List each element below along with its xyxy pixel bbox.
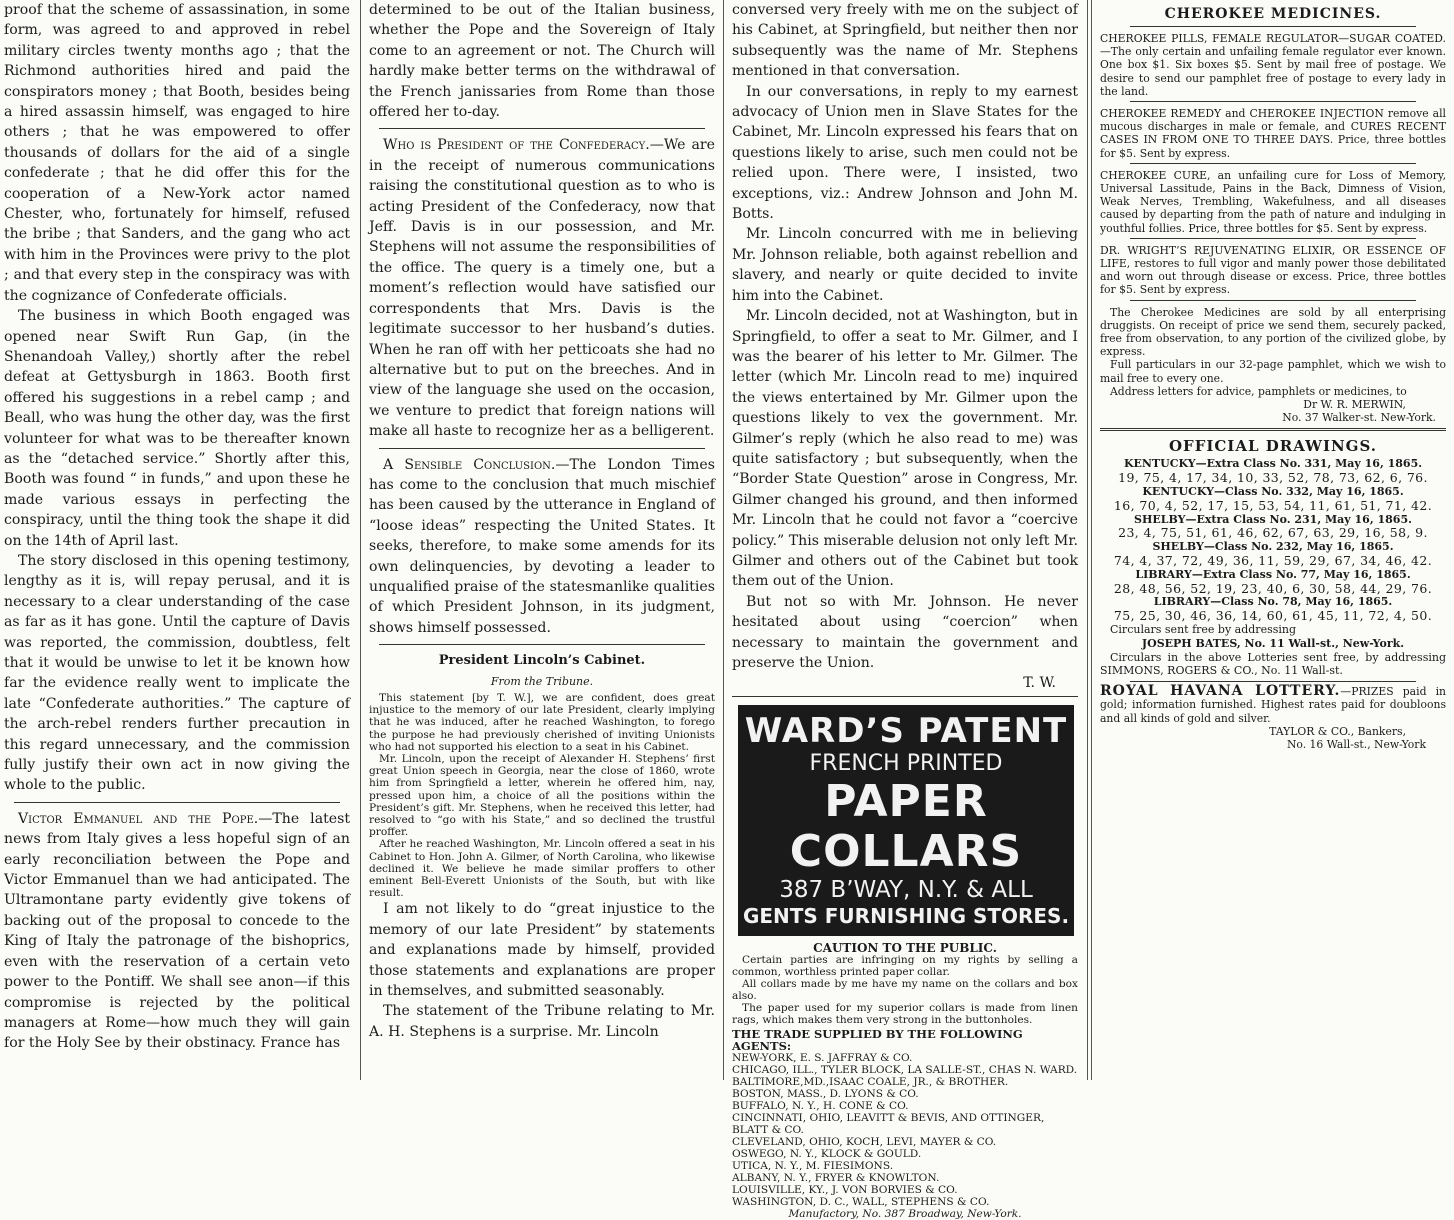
article-heading: A Sensible Conclusion. (383, 456, 556, 473)
agent-line: OSWEGO, N. Y., KLOCK & GOULD. (732, 1147, 922, 1160)
circulars-line: Circulars in the above Lotteries sent free, by addressing SIMMONS, ROGERS & CO., No. 11 Wall-st. (1100, 650, 1446, 678)
caution-text: The paper used for my superior collars is made from linen rags, which makes them very strong in the buttonholes. (732, 1001, 1078, 1026)
article-paragraph: The statement of the Tribune relating to Mr. A. H. Stephens is a surprise. Mr. Lincoln (369, 1003, 715, 1040)
cabinet-quote (369, 692, 715, 899)
divider (1130, 681, 1416, 682)
ad-line: WARD’S PATENT (744, 710, 1068, 751)
signature: T. W. (1023, 675, 1056, 692)
article-text: —We are in the receipt of numerous communications raising the constitutional question as to who is acting President of the Confederacy, now that Jeff. Davis is in our possession, and Mr. Stephens will not assume the responsibilities of the office. The query is a timely one, but a moment’s reflection would have satisfied our correspondents that Mrs. Davis is the legitimate successor to her husband’s duties. When he ran off with her petticoats she had no alternative but to put on the breeches. And in view of the language she used on the occasion, we venture to predict that foreign nations will make all haste to recognize her as a belligerent. (369, 137, 715, 440)
agent-line: ALBANY, N. Y., FRYER & KNOWLTON. (732, 1171, 940, 1184)
medicine-text: Full particulars in our 32-page pamphlet, which we wish to mail free to every one. (1100, 358, 1446, 385)
drawing-heading: SHELBY—Extra Class No. 231, May 16, 1865. (1134, 512, 1412, 526)
article-paragraph: Mr. Lincoln concurred with me in believing Mr. Johnson reliable, both against rebellion and slavery, and nearly or quite decided to invite him into the Cabinet. (732, 226, 1078, 304)
medicine-text: CHEROKEE CURE, an unfailing cure for Loss of Memory, Universal Lassitude, Pains in the Back, Dimness of Vision, Weak Nerves, Trembling, Wakefulness, and all diseases caused by departing from the path of nature and indulging in youthful follies. Price, three bottles for $5. Sent by express. (1100, 168, 1446, 235)
column-rule (1091, 0, 1092, 1080)
medicine-ad (1100, 169, 1446, 235)
medicine-text: Address letters for advice, pamphlets or medicines, to (1110, 384, 1407, 398)
divider (14, 802, 340, 803)
divider (1100, 428, 1446, 431)
drawing-numbers: 28, 48, 56, 52, 19, 23, 40, 6, 30, 58, 44, 29, 76. (1113, 580, 1433, 596)
drawings-title: OFFICIAL DRAWINGS. (1168, 437, 1377, 456)
divider (379, 448, 705, 449)
column-3 (728, 0, 1082, 1220)
divider (1130, 300, 1416, 301)
medicine-text: The Cherokee Medicines are sold by all enterprising druggists. On receipt of price we send them, securely packed, free from observation, to any portion of the civilized globe, by express. (1100, 305, 1446, 359)
circulars-line: Circulars sent free by addressing (1110, 623, 1297, 637)
drawing-numbers: 16, 70, 4, 52, 17, 15, 53, 54, 11, 61, 51, 71, 42. (1113, 497, 1433, 513)
agent-line: LOUISVILLE, KY., J. VON BORVIES & CO. (732, 1183, 958, 1196)
article-paragraph: conversed very freely with me on the subject of his Cabinet, at Springfield, but neither then nor subsequently was the name of Mr. Stephens mentioned in that conversation. (732, 2, 1078, 80)
havana-lottery-ad (1100, 685, 1446, 751)
drawing-heading: LIBRARY—Extra Class No. 77, May 16, 1865. (1135, 567, 1411, 581)
drawing-heading: LIBRARY—Class No. 78, May 16, 1865. (1153, 595, 1393, 609)
drawing-numbers: 19, 75, 4, 17, 34, 10, 33, 52, 78, 73, 62, 6, 76. (1118, 470, 1428, 486)
ad-line: GENTS FURNISHING STORES. (742, 903, 1070, 928)
agent-line: BUFFALO, N. Y., H. CONE & CO. (732, 1099, 909, 1112)
drawing-numbers: 74, 4, 37, 72, 49, 36, 11, 59, 29, 67, 34, 46, 42. (1113, 553, 1433, 569)
divider (379, 128, 705, 129)
ad-line: PAPER COLLARS (789, 775, 1023, 877)
caution-notice (732, 942, 1078, 1220)
medicine-ad (1100, 306, 1446, 425)
bates-address: JOSEPH BATES, No. 11 Wall-st., New-York. (1141, 636, 1405, 650)
agent-line: NEW-YORK, E. S. JAFFRAY & CO. (732, 1051, 913, 1064)
article-text: —The latest news from Italy gives a less hopeful sign of an early reconciliation between the Pope and Victor Emmanuel than we had anticipated. The Ultramontane party evidently give tokens of backing out of the proposal to concede to the King of Italy the patronage of the bishoprics, even with the reservation of a certain veto power to the Pontiff. We shall see anon—if this compromise is rejected by the political managers at Rome—how much they will gain for the Holy See by their obstinacy. France has (4, 810, 350, 1052)
drawing-numbers: 75, 25, 30, 46, 36, 14, 60, 61, 45, 11, 72, 4, 50. (1113, 608, 1433, 624)
article-paragraph: I am not likely to do “great injustice to the memory of our late President” by statements and explanations made by himself, provided those statements and explanations are proper in themselves, and submitted seasonably. (369, 901, 715, 1000)
drawing-heading: KENTUCKY—Class No. 332, May 16, 1865. (1142, 485, 1404, 499)
cabinet-paragraph: Mr. Lincoln, upon the receipt of Alexander H. Stephens’ first great Union speech in Georgia, near the close of 1860, wrote him from Springfield a letter, wherein he offered him, nay, pressed upon him, a choice of all the positions within the President’s gift. Mr. Stephens, when he received this letter, had resolved to “go with his State,” and so declined the trustful proffer. (369, 753, 715, 839)
medicine-address: No. 37 Walker-st. New-York. (1282, 411, 1436, 425)
manufactory-line: Manufactory, No. 387 Broadway, New-York. (788, 1207, 1022, 1220)
article-text: —The London Times has come to the conclusion that much mischief has been caused by the utterance in England of “loose ideas” respecting the United States. It seeks, therefore, to make some amends for its own delinquencies, by devoting a leader to unqualified praise of the statesmanlike qualities of which President Johnson, in its judgment, shows himself possessed. (369, 456, 715, 636)
divider (1130, 26, 1416, 27)
ad-line: 387 B’WAY, N.Y. & ALL (779, 876, 1033, 903)
article-paragraph: In our conversations, in reply to my earnest advocacy of Union men in Slave States for the Cabinet, Mr. Lincoln expressed his fears that on questions likely to arise, such men could not be relied upon. There were, I insisted, two exceptions, viz.: Andrew Johnson and John M. Botts. (732, 83, 1078, 223)
medicine-text: DR. WRIGHT’S REJUVENATING ELIXIR, OR ESSENCE OF LIFE, restores to full vigor and manly power those debilitated and worn out through disease or excess. Price, three bottles for $5. Sent by express. (1100, 243, 1446, 297)
drawing-heading: SHELBY—Class No. 232, May 16, 1865. (1152, 540, 1394, 554)
article-heading: Who is President of the Confederacy. (383, 137, 650, 154)
medicine-ad (1100, 32, 1446, 98)
column-1 (0, 0, 356, 1080)
column-2 (365, 0, 719, 1080)
medicine-ad (1100, 244, 1446, 297)
agent-line: UTICA, N. Y., M. FIESIMONS. (732, 1159, 894, 1172)
column-4 (1094, 0, 1454, 1080)
divider (379, 644, 705, 645)
cherokee-title: CHEROKEE MEDICINES. (1164, 6, 1382, 22)
medicine-address: Dr W. R. MERWIN, (1303, 398, 1406, 412)
cabinet-title: President Lincoln’s Cabinet. (438, 653, 646, 669)
article-victor-emmanuel (4, 809, 350, 1054)
official-drawings (1100, 457, 1446, 678)
article-paragraph: proof that the scheme of assassination, in some form, was agreed to and approved in rebel military circles twenty months ago ; that the Richmond authorities hired and paid the conspirators money ; that Booth, besides being a hired assassin himself, was engaged to hire others ; that he was empowered to offer thousands of dollars for the aid of a single confederate ; that he did offer this for the cooperation of a New-York actor named Chester, who, fortunately for himself, refused the bribe ; that Sanders, and the gang who act with him in the Provinces were privy to the plot ; and that every step in the conspiracy was with the cognizance of Confederate officials. (4, 2, 350, 304)
article-paragraph: Mr. Lincoln decided, not at Washington, but in Springfield, to offer a seat to Mr. Gilmer, and I was the bearer of his letter to Mr. Gilmer. The letter (which Mr. Lincoln read to me) inquired the views entertained by Mr. Gilmer upon the questions likely to vex the government. Mr. Gilmer’s reply (which he also read to me) was quite satisfactory ; but subsequently, when the “Border State Question” arose in Congress, Mr. Gilmer changed his ground, and then informed Mr. Lincoln that he could not favor a “coercive policy.” This miserable delusion not only left Mr. Gilmer and others out of the Cabinet but took them out of the Union. (732, 308, 1078, 590)
havana-text: —PRIZES paid in gold; information furnished. Highest rates paid for doubloons and all kinds of gold and silver. (1100, 685, 1446, 725)
caution-title: CAUTION TO THE PUBLIC. (813, 940, 997, 955)
article-paragraph: The business in which Booth engaged was opened near Swift Run Gap, (in the Shenandoah Valley,) shortly after the rebel defeat at Gettysburgh in 1863. Booth first offered his suggestions in a rebel camp ; and Beall, who was hung the other day, was the first volunteer for what was to be thereafter known as the “detached service.” Shortly after this, Booth was found “ in funds,” and upon these he made various essays in perfecting the conspiracy, until the thing took the shape it did on the 14th of April last. (4, 308, 350, 549)
medicine-text: CHEROKEE REMEDY and CHEROKEE INJECTION remove all mucous discharges in male or female, and CURES RECENT CASES IN FROM ONE TO THREE DAYS. Price, three bottles for $5. Sent by express. (1100, 107, 1446, 160)
agent-line: BOSTON, MASS., D. LYONS & CO. (732, 1087, 919, 1100)
caution-text: All collars made by me have my name on the collars and box also. (732, 977, 1078, 1002)
ad-line: FRENCH PRINTED (809, 750, 1003, 776)
divider (1130, 163, 1416, 164)
column-rule (723, 0, 724, 1080)
medicine-text: CHEROKEE PILLS, FEMALE REGULATOR—SUGAR COATED.—The only certain and unfailing female regulator ever known. One box $1. Six boxes $5. Sent by mail free of postage. We desire to send our pamphlet free of postage to every lady in the land. (1100, 32, 1446, 98)
agent-line: BALTIMORE,MD.,ISAAC COALE, JR., & BROTHER. (732, 1075, 1009, 1088)
drawing-numbers: 23, 4, 75, 51, 61, 46, 62, 67, 63, 29, 16, 58, 9. (1118, 525, 1428, 541)
article-paragraph: The story disclosed in this opening testimony, lengthy as it is, will repay perusal, and it is necessary to a clear understanding of the case as far as it has gone. Until the capture of Davis was reported, the commission, doubtless, felt that it would be unwise to let it be known how far the evidence really went to implicate the late “Confederate authorities.” The capture of the arch-rebel renders further precaution in this regard unnecessary, and the commission fully justify their own act in now giving the whole to the public. (4, 552, 350, 794)
divider (732, 696, 1078, 697)
column-rule (360, 0, 361, 1080)
agent-line: CHICAGO, ILL., TYLER BLOCK, LA SALLE-ST., CHAS N. WARD. (732, 1063, 1078, 1076)
article-sensible-conclusion (369, 455, 715, 639)
divider (1130, 101, 1416, 102)
agent-line: CINCINNATI, OHIO, LEAVITT & BEVIS, AND OTTINGER, BLATT & CO. (732, 1111, 1045, 1136)
divider (1130, 238, 1416, 239)
agent-line: CLEVELAND, OHIO, KOCH, LEVI, MAYER & CO. (732, 1135, 997, 1148)
medicine-ad (1100, 107, 1446, 160)
cabinet-subtitle: From the Tribune. (490, 674, 594, 688)
article-paragraph: But not so with Mr. Johnson. He never hesitated about using “coercion” when necessary to maintain the government and preserve the Union. (732, 593, 1078, 671)
trade-title: THE TRADE SUPPLIED BY THE FOLLOWING AGENTS: (732, 1026, 1023, 1053)
caution-text: Certain parties are infringing on my rights by selling a common, worthless printed paper collar. (732, 953, 1078, 978)
cabinet-paragraph: After he reached Washington, Mr. Lincoln offered a seat in his Cabinet to Hon. John A. Gilmer, of North Carolina, who likewise declined it. We believe he made similar proffers to other eminent Bell-Everett Unionists of the South, but with like result. (369, 838, 715, 900)
column-rule (1087, 0, 1088, 1080)
article-heading: Victor Emmanuel and the Pope. (18, 810, 259, 827)
drawing-heading: KENTUCKY—Extra Class No. 331, May 16, 1865. (1123, 457, 1423, 471)
havana-heading: ROYAL HAVANA LOTTERY. (1100, 683, 1341, 700)
article-paragraph: determined to be out of the Italian business, whether the Pope and the Sovereign of Italy come to an agreement or not. The Church will hardly make better terms on the withdrawal of the French janissaries from Rome than those offered her to-day. (369, 2, 715, 121)
agent-line: WASHINGTON, D. C., WALL, STEPHENS & CO. (732, 1195, 990, 1208)
taylor-address: No. 16 Wall-st., New-York (1286, 738, 1426, 752)
article-president-confederacy (369, 135, 715, 441)
cabinet-paragraph: This statement [by T. W.], we are confident, does great injustice to the memory of our late President, clearly implying that he was induced, after he reached Washington, to forego the purpose he had previously cherished of inviting Unionists who had not supported his election to a seat in his Cabinet. (369, 692, 715, 753)
paper-collars-ad (738, 705, 1074, 936)
taylor-address: TAYLOR & CO., Bankers, (1269, 724, 1406, 738)
